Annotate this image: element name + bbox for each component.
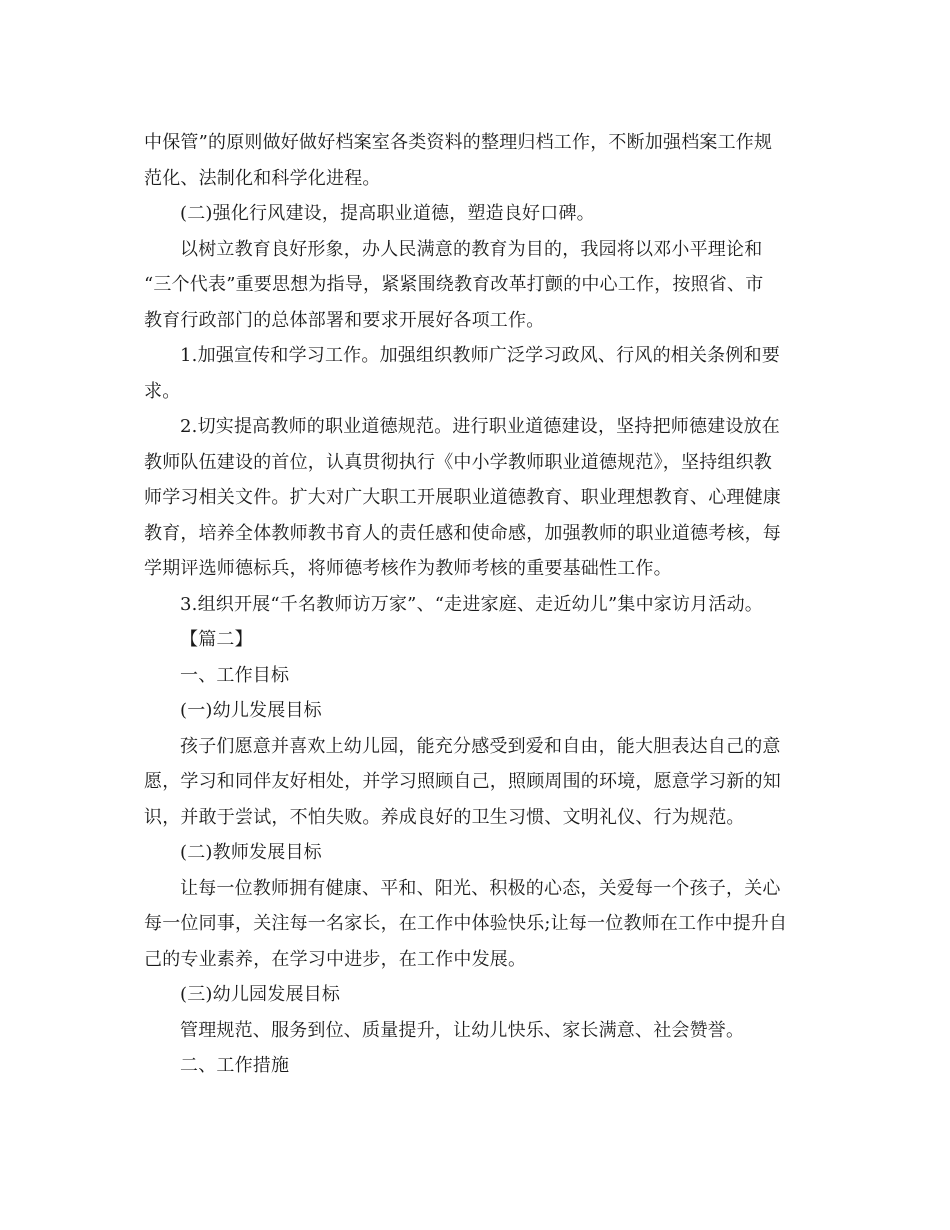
body-text-line: 求。 — [144, 381, 181, 402]
part-heading: 【篇二】 — [180, 629, 253, 650]
body-text-line: 学期评选师德标兵，将师德考核作为教师考核的重要基础性工作。 — [144, 558, 672, 579]
body-text-line: 愿，学习和同伴友好相处，并学习照顾自己，照顾周围的环境，愿意学习新的知 — [144, 771, 781, 792]
body-text-line: 让每一位教师拥有健康、平和、阳光、积极的心态，关爱每一个孩子，关心 — [180, 878, 781, 899]
list-item-1: 1.加强宣传和学习工作。加强组织教师广泛学习政风、行风的相关条例和要 — [180, 345, 780, 366]
body-text-line: 范化、法制化和科学化进程。 — [144, 168, 381, 189]
subsection-heading: (一)幼儿发展目标 — [180, 700, 322, 721]
body-text-line: 每一位同事，关注每一名家长，在工作中体验快乐;让每一位教师在工作中提升自 — [144, 913, 788, 934]
list-item-3: 3.组织开展“千名教师访万家”、“走进家庭、走近幼儿”集中家访月活动。 — [180, 594, 763, 615]
section-heading: (二)强化行风建设，提高职业道德，塑造良好口碑。 — [180, 203, 595, 224]
body-text-line: 识，并敢于尝试，不怕失败。养成良好的卫生习惯、文明礼仪、行为规范。 — [144, 807, 745, 828]
body-text-line: 教育，培养全体教师教书育人的责任感和使命感，加强教师的职业道德考核，每 — [144, 523, 781, 544]
body-text-line: 教育行政部门的总体部署和要求开展好各项工作。 — [144, 310, 545, 331]
body-text-line: 师学习相关文件。扩大对广大职工开展职业道德教育、职业理想教育、心理健康 — [144, 487, 781, 508]
body-text-line: 以树立教育良好形象，办人民满意的教育为目的，我园将以邓小平理论和 — [180, 239, 763, 260]
body-text-line: 孩子们愿意并喜欢上幼儿园，能充分感受到爱和自由，能大胆表达自己的意 — [180, 736, 781, 757]
subsection-heading: (二)教师发展目标 — [180, 842, 322, 863]
body-text-line: 管理规范、服务到位、质量提升，让幼儿快乐、家长满意、社会赞誉。 — [180, 1020, 745, 1041]
section-heading: 二、工作措施 — [180, 1055, 290, 1076]
section-heading: 一、工作目标 — [180, 665, 290, 686]
body-text-line: 中保管”的原则做好做好档案室各类资料的整理归档工作，不断加强档案工作规 — [144, 132, 773, 153]
body-text-line: 教师队伍建设的首位，认真贯彻执行《中小学教师职业道德规范》，坚持组织教 — [144, 452, 772, 473]
body-text-line: “三个代表”重要思想为指导，紧紧围绕教育改革打颤的中心工作，按照省、市 — [144, 274, 764, 295]
body-text-line: 己的专业素养，在学习中进步，在工作中发展。 — [144, 949, 527, 970]
list-item-2: 2.切实提高教师的职业道德规范。进行职业道德建设，坚持把师德建设放在 — [180, 416, 780, 437]
subsection-heading: (三)幼儿园发展目标 — [180, 984, 341, 1005]
